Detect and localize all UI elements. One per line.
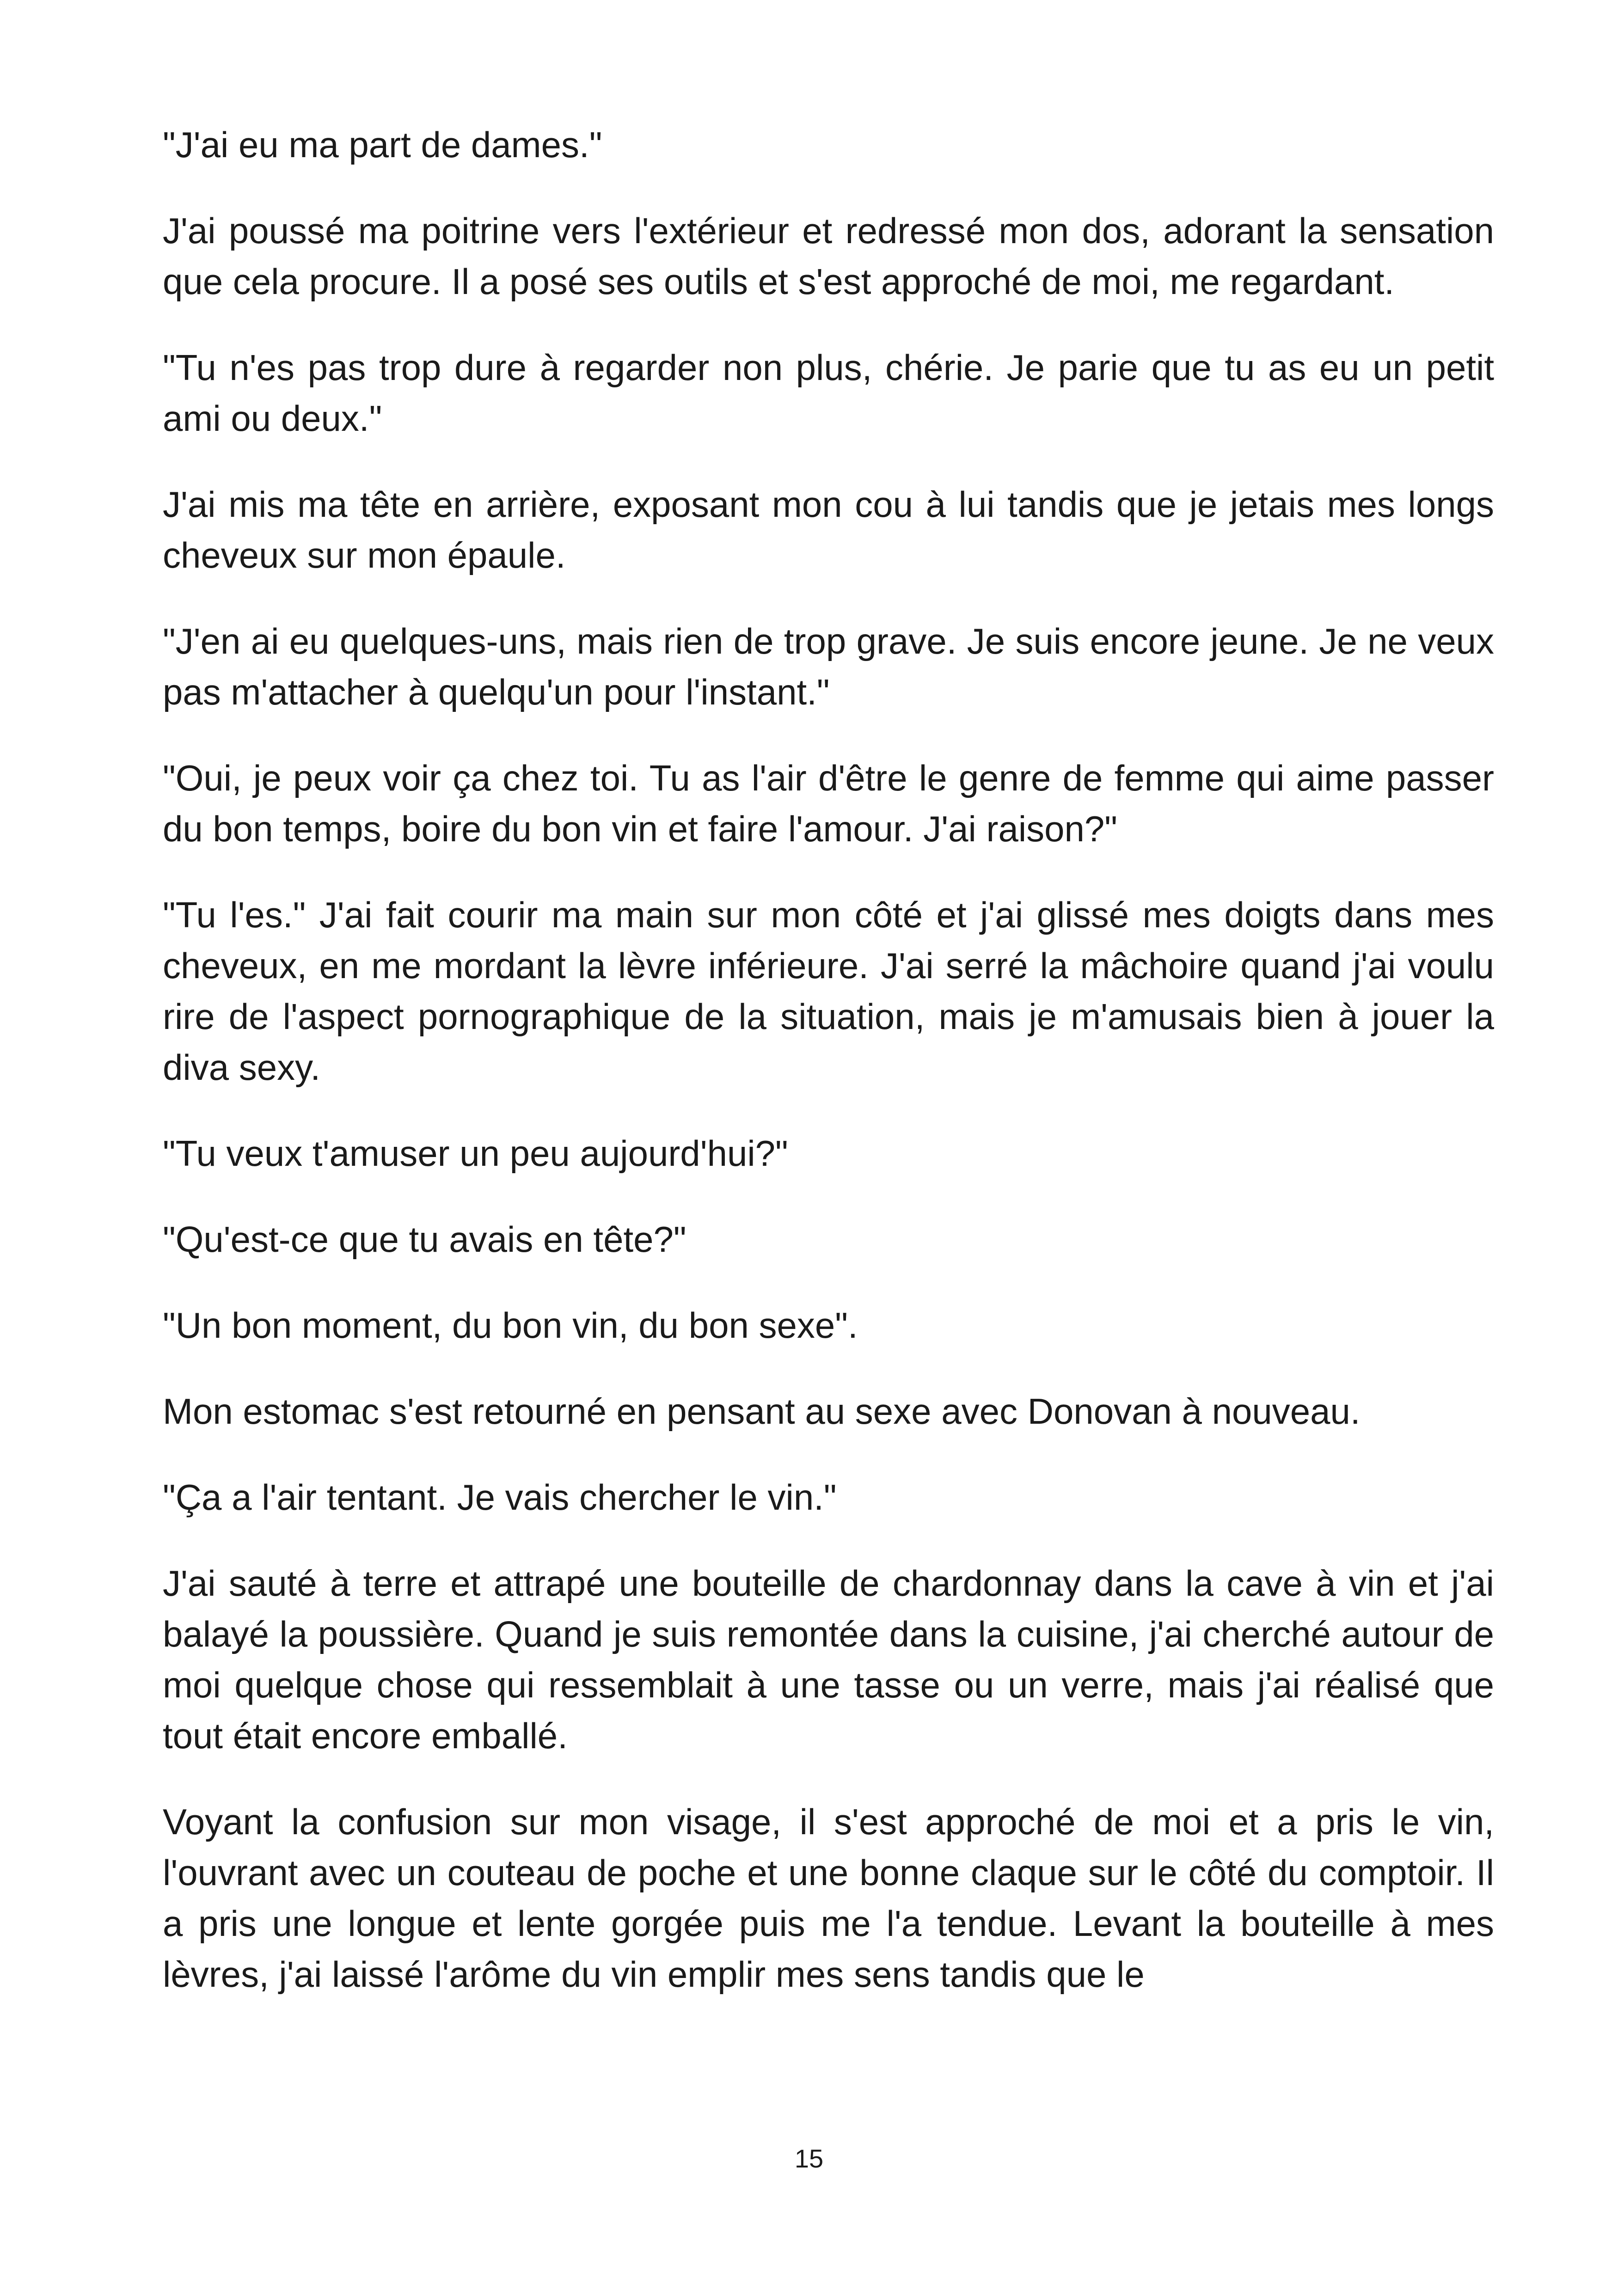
paragraph: "Un bon moment, du bon vin, du bon sexe". (163, 1305, 858, 1346)
paragraph: "J'en ai eu quelques-uns, mais rien de trop grave. Je suis encore jeune. Je ne veux pas m'attacher à quelqu'un pour l'instant." (163, 621, 1494, 712)
paragraph: Mon estomac s'est retourné en pensant au sexe avec Donovan à nouveau. (163, 1391, 1361, 1432)
paragraph: J'ai sauté à terre et attrapé une bouteille de chardonnay dans la cave à vin et j'ai balayé la poussière. Quand je suis remontée dans la cuisine, j'ai cherché autour de moi quelque chose qui ressemblait à une tasse ou un verre, mais j'ai réalisé que tout était encore emballé. (163, 1563, 1494, 1756)
page-number: 15 (794, 2144, 824, 2173)
paragraph: "Tu veux t'amuser un peu aujourd'hui?" (163, 1133, 788, 1174)
paragraph: "Tu l'es." J'ai fait courir ma main sur mon côté et j'ai glissé mes doigts dans mes cheveux, en me mordant la lèvre inférieure. J'ai serré la mâchoire quand j'ai voulu rire de l'aspect pornographique de la situation, mais je m'amusais bien à jouer la diva sexy. (163, 894, 1494, 1088)
paragraph: "Tu n'es pas trop dure à regarder non plus, chérie. Je parie que tu as eu un petit ami ou deux." (163, 347, 1494, 439)
paragraph: J'ai poussé ma poitrine vers l'extérieur et redressé mon dos, adorant la sensation que cela procure. Il a posé ses outils et s'est approché de moi, me regardant. (163, 210, 1494, 302)
paragraph: "Ça a l'air tentant. Je vais chercher le vin." (163, 1477, 837, 1518)
paragraph: "Oui, je peux voir ça chez toi. Tu as l'air d'être le genre de femme qui aime passer du bon temps, boire du bon vin et faire l'amour. J'ai raison?" (163, 758, 1494, 849)
paragraph: Voyant la confusion sur mon visage, il s'est approché de moi et a pris le vin, l'ouvrant avec un couteau de poche et une bonne claque sur le côté du comptoir. Il a pris une longue et lente gorgée puis me l'a tendue. Levant la bouteille à mes lèvres, j'ai laissé l'arôme du vin emplir mes sens tandis que le (163, 1801, 1494, 1995)
paragraph: "Qu'est-ce que tu avais en tête?" (163, 1219, 686, 1260)
body-text (163, 119, 1494, 2035)
paragraph: "J'ai eu ma part de dames." (163, 124, 602, 165)
paragraph: J'ai mis ma tête en arrière, exposant mon cou à lui tandis que je jetais mes longs cheveux sur mon épaule. (163, 484, 1494, 576)
